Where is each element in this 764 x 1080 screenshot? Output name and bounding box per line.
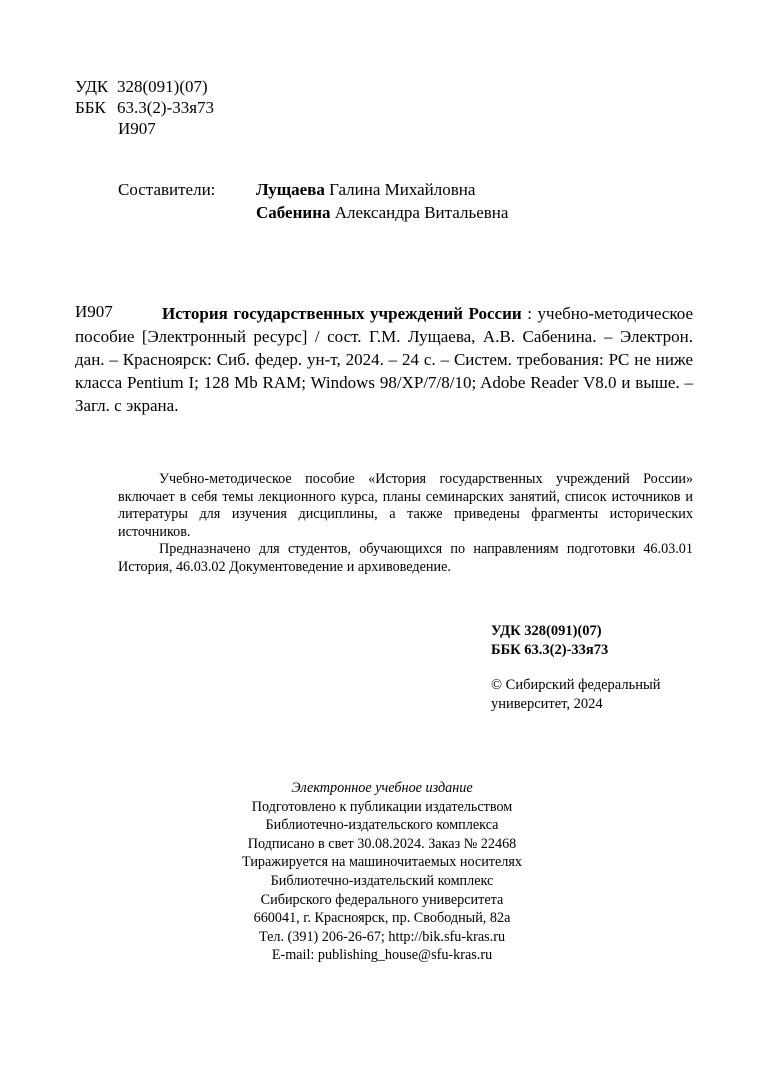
author-mark: И907 [118, 119, 156, 138]
bbk-row [75, 97, 214, 118]
udk-row [75, 76, 214, 97]
imprint-line: 660041, г. Красноярск, пр. Свободный, 82а [253, 910, 511, 927]
entry-title: История государственных учреждений России [162, 304, 522, 323]
imprint-line: Сибирского федерального университета [260, 891, 504, 908]
imprint-line: Библиотечно-издательского комплекса [265, 817, 499, 834]
copyright-block [491, 676, 660, 714]
imprint-line: Библиотечно-издательский комплекс [270, 872, 494, 889]
imprint-line: Тиражируется на машиночитаемых носителях [242, 854, 522, 871]
annotation [118, 471, 693, 576]
compiler-1 [256, 178, 508, 201]
imprint-line: Тел. (391) 206-26-67; http://bik.sfu-kras.ru [258, 928, 506, 945]
annotation-paragraph-2: Предназначено для студентов, обучающихся по направлениям подготовки 46.03.01 История, 46.03.02 Документоведение и архивоведение. [118, 541, 693, 575]
codes-block [491, 622, 608, 660]
codes-bbk: ББК 63.3(2)-33я73 [491, 642, 609, 658]
compiler-1-surname: Лущаева [256, 180, 325, 199]
annotation-paragraph-1: Учебно-методическое пособие «История государственных учреждений России» включает в себя темы лекционного курса, планы семинарских занятий, список источников и литературы для изучения дисциплины, а также приведены фрагменты исторических источников. [118, 471, 693, 540]
compilers-label: Составители: [118, 180, 216, 199]
compiler-1-given: Галина Михайловна [329, 180, 476, 199]
udk-value: 328(091)(07) [117, 77, 208, 96]
imprint-line: Подписано в свет 30.08.2024. Заказ № 22468 [247, 835, 517, 852]
imprint-line: E-mail: publishing_house@sfu-kras.ru [271, 947, 493, 964]
entry-description: : учебно-методическое пособие [Электронный ресурс] / сост. Г.М. Лущаева, А.В. Сабенина. – Электрон. дан. – Красноярск: Сиб. федер. ун-т, 2024. – 24 с. – Систем. требования: PC не ниже класса Pentium I; 128 Mb RAM; Windows 98/XP/7/8/10; Adobe Reader V8.0 и выше. – Загл. с экрана. [75, 304, 693, 415]
entry-code: И907 [75, 302, 113, 321]
compiler-2-given: Александра Витальевна [334, 203, 509, 222]
copyright-line-1: © Сибирский федеральный [491, 677, 661, 693]
bbk-label: ББК [75, 98, 106, 117]
imprint-line: Подготовлено к публикации издательством [251, 798, 513, 815]
classification-block [75, 76, 214, 139]
codes-udk: УДК 328(091)(07) [491, 623, 602, 639]
compilers-list [256, 178, 508, 224]
compiler-2 [256, 201, 508, 224]
udk-label: УДК [75, 77, 109, 96]
bbk-value: 63.3(2)-33я73 [117, 98, 215, 117]
bibliographic-entry [75, 302, 693, 417]
compiler-2-surname: Сабенина [256, 203, 331, 222]
imprint-edition: Электронное учебное издание [291, 780, 473, 796]
copyright-line-2: университет, 2024 [491, 696, 603, 712]
imprint-block [0, 779, 764, 965]
